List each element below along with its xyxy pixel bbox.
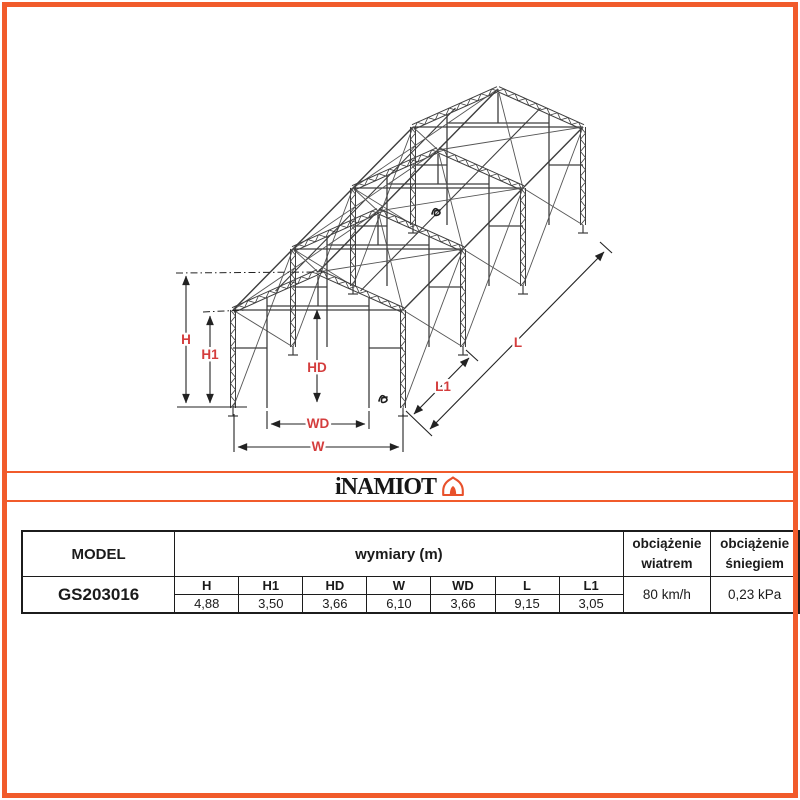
dim-header-h1: H1: [239, 577, 303, 595]
dimensions-header-cell: wymiary (m): [175, 531, 623, 577]
logo-text: iNAMIOT: [335, 473, 436, 500]
dim-value-w: 6,10: [367, 595, 431, 614]
logo: [0, 473, 800, 500]
dim-value-h: 4,88: [175, 595, 239, 614]
dim-value-h1: 3,50: [239, 595, 303, 614]
dim-value-hd: 3,66: [303, 595, 367, 614]
dimension-label-wd: WD: [306, 416, 330, 431]
logo-divider-bottom: [7, 500, 793, 502]
dimension-label-hd: HD: [307, 360, 327, 375]
wind-load-header-cell: obciążenie wiatrem: [623, 531, 711, 577]
dimension-label-w: W: [311, 439, 325, 454]
dimension-label-l: L: [513, 335, 523, 350]
table-header-row: [22, 531, 799, 577]
snow-load-header-cell: obciążenie śniegiem: [711, 531, 799, 577]
snow-load-value-cell: 0,23 kPa: [711, 577, 799, 614]
winch-icon: [379, 396, 387, 403]
dim-header-l1: L1: [559, 577, 623, 595]
dim-value-l1: 3,05: [559, 595, 623, 614]
dim-header-wd: WD: [431, 577, 495, 595]
dim-header-l: L: [495, 577, 559, 595]
dimension-label-h1: H1: [201, 347, 219, 362]
dim-header-hd: HD: [303, 577, 367, 595]
tent-icon: [441, 476, 465, 497]
wind-load-value-cell: 80 km/h: [623, 577, 711, 614]
dimension-label-l1: L1: [435, 379, 451, 394]
dim-value-wd: 3,66: [431, 595, 495, 614]
model-header-cell: MODEL: [22, 531, 175, 577]
dimension-label-h: H: [181, 332, 191, 347]
dim-value-l: 9,15: [495, 595, 559, 614]
truss-wireframe: [228, 87, 588, 416]
spec-table: [21, 530, 800, 614]
model-value-cell: GS203016: [22, 577, 175, 614]
dim-header-h: H: [175, 577, 239, 595]
dim-header-w: W: [367, 577, 431, 595]
table-subheader-row: [22, 577, 799, 595]
